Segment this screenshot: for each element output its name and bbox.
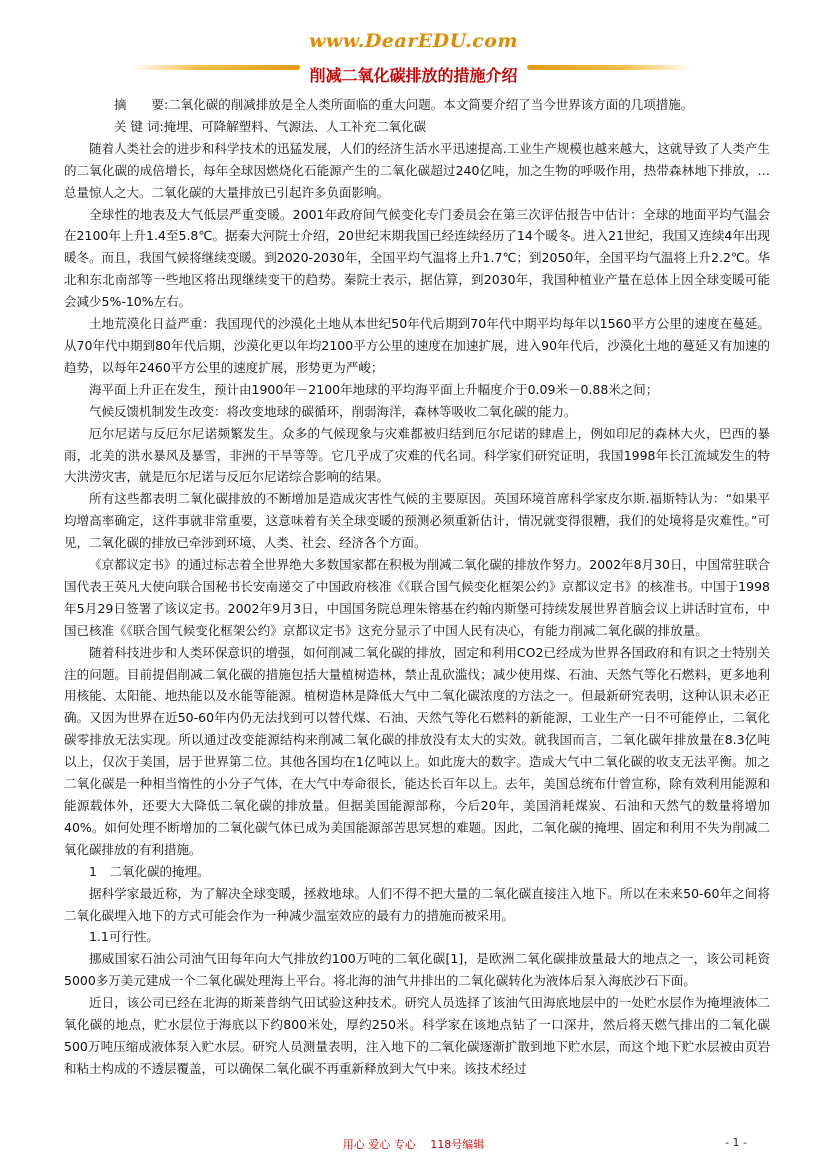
- keywords-label: 关 键 词:: [114, 118, 164, 134]
- document-body: [64, 94, 770, 1080]
- keywords-text: 掩埋、可降解塑料、气源法、人工补充二氧化碳: [163, 118, 427, 134]
- paragraph: 《京都议定书》的通过标志着全世界绝大多数国家都在积极为削减二氧化碳的排放作努力。2002年8月30日，中国常驻联合国代表王英凡大使向联合国秘书长安南递交了中国政府核准《《联合国气候变化框架公约》京都议定书》的核准书。中国于1998年5月29日签署了该议定书。2002年9月3日，中国国务院总理朱镕基在约翰内斯堡可持续发展世界首脑会议上讲话时宣布，中国已核准《《联合国气候变化框架公约》京都议定书》这充分显示了中国人民有决心，有能力削减二氧化碳的排放量。: [64, 557, 770, 638]
- paragraph: 全球性的地表及大气低层严重变暖。2001年政府间气候变化专门委员会在第三次评估报告中估计：全球的地面平均气温会在2100年上升1.4至5.8℃。据秦大河院士介绍，20世纪末期我国已经连续经历了14个暖冬。进入21世纪，我国又连续4年出现暖冬。而且，我国气候将继续变暖。到2020-2030年，全国平均气温将上升1.7℃；到2050年，全国平均气温将上升2.2℃。华北和东北南部等一些地区将出现继续变干的趋势。秦院士表示，据估算，到2030年，我国种植业产量在总体上因全球变暖可能会减少5%-10%左右。: [64, 206, 770, 310]
- paragraph: 据科学家最近称，为了解决全球变暖，拯救地球。人们不得不把大量的二氧化碳直接注入地下。所以在未来50-60年之间将二氧化碳埋入地下的方式可能会作为一种减少温室效应的最有力的措施而被采用。: [64, 885, 770, 923]
- paragraph: 土地荒漠化日益严重：我国现代的沙漠化土地从本世纪50年代后期到70年代中期平均每年以1560平方公里的速度在蔓延。从70年代中期到80年代后期，沙漠化更以年均2100平方公里的速度在加速扩展，进入90年代后，沙漠化土地的蔓延又有加速的趋势，以每年2460平方公里的速度扩展，形势更为严峻；: [64, 316, 770, 375]
- paragraph: 挪威国家石油公司油气田每年向大气排放约100万吨的二氧化碳[1]，是欧洲二氧化碳排放量最大的地点之一，该公司耗资5000多万美元建成一个二氧化碳处理海上平台。将北海的油气井排出的二氧化碳转化为液体后泵入海底沙石下面。: [64, 951, 770, 989]
- document-title: 削减二氧化碳排放的措施介绍: [309, 66, 518, 85]
- paragraph: 所有这些都表明二氧化碳排放的不断增加是造成灾害性气候的主要原因。英国环境首席科学家皮尔斯.福斯特认为：“如果平均增高率确定，这件事就非常重要，这意味着有关全球变暖的预测必须重新估计，情况就变得很糟，我们的处境将是灾难性。”可见，二氧化碳的排放已牵涉到环境、人类、社会、经济各个方面。: [64, 491, 770, 551]
- page-footer: [0, 1136, 827, 1156]
- footer-slogan: 用心 爱心 专心 118号编辑: [342, 1138, 485, 1151]
- keywords: [64, 116, 770, 138]
- paragraph: 厄尔尼诺与反厄尔尼诺频繁发生。众多的气候现象与灾难都被归结到厄尔尼诺的肆虐上，例如印尼的森林大火，巴西的暴雨，北美的洪水暴风及暴雪，非洲的干旱等等。它几乎成了灾难的代名词。科学家们研究证明，我国1998年长江流域发生的特大洪涝灾害，就是厄尔尼诺与反厄尔尼诺综合影响的结果。: [64, 425, 770, 485]
- site-logo[interactable]: www.DearEDU.com: [309, 30, 518, 52]
- paragraph: 随着人类社会的进步和科学技术的迅猛发展，人们的经济生活水平迅速提高.工业生产规模也越来越大，这就导致了人类产生的二氧化碳的成倍增长，每年全球因燃烧化石能源产生的二氧化碳超过240亿吨，加之生物的呼吸作用，热带森林地下排放，…总量惊人之大。二氧化碳的大量排放已引起许多负面影响。: [64, 140, 770, 200]
- page-number: - 1 -: [725, 1136, 747, 1149]
- subsection-heading: 1.1可行性。: [89, 929, 159, 945]
- paragraph: 海平面上升正在发生，预计由1900年－2100年地球的平均海平面上升幅度介于0.09米－0.88米之间；: [89, 381, 659, 397]
- abstract-label: 摘 要:: [114, 97, 169, 112]
- paragraph: 随着科技进步和人类环保意识的增强，如何削减二氧化碳的排放，固定和利用CO2已经成为世界各国政府和有识之士特别关注的问题。目前提倡削减二氧化碳的措施包括大量植树造林，禁止乱砍滥伐；减少使用煤、石油、天然气等化石燃料，更多地利用核能、太阳能、地热能以及水能等能源。植树造林是降低大气中二氧化碳浓度的方法之一。但最新研究表明，这种认识未必正确。又因为世界在近50-60年内仍无法找到可以替代煤、石油、天然气等化石燃料的新能源，工业生产一日不可能停止，二氧化碳零排放无法实现。所以通过改变能源结构来削减二氧化碳的排放没有太大的实效。就我国而言，二氧化碳年排放量在8.3亿吨以上，仅次于美国，居于世界第二位。其他各国均在1亿吨以上。如此庞大的数字。造成大气中二氧化碳的收支无法平衡。加之二氧化碳是一种相当惰性的小分子气体，在大气中寿命很长，能达长百年以上。去年，美国总统布什曾宣称，除有效利用能源和能源载体外，还要大大降低二氧化碳的排放量。但据美国能源部称，今后20年，美国消耗煤炭、石油和天然气的数量将增加40%。如何处理不断增加的二氧化碳气体已成为美国能源部苦思冥想的难题。因此，二氧化碳的掩埋、固定和利用不失为削减二氧化碳排放的有利措施。: [64, 644, 770, 857]
- section-heading: 1 二氧化碳的掩埋。: [89, 863, 210, 879]
- paragraph: 近日，该公司已经在北海的斯莱普纳气田试验这种技术。研究人员选择了该油气田海底地层中的一处贮水层作为掩埋液体二氧化碳的地点，贮水层位于海底以下约800米处，厚约250米。科学家在该地点钻了一口深井，然后将天燃气排出的二氧化碳500万吨压缩成液体泵入贮水层。研究人员测量表明，注入地下的二氧化碳逐渐扩散到地下贮水层，而这个地下贮水层被由页岩和粘土构成的不透层覆盖，可以确保二氧化碳不再重新释放到大气中来。该技术经过: [64, 995, 770, 1076]
- abstract-text: 二氧化碳的削减排放是全人类所面临的重大问题。本文简要介绍了当今世界该方面的几项措施。: [168, 97, 694, 112]
- paragraph: 气候反馈机制发生改变：将改变地球的碳循环，削弱海洋，森林等吸收二氧化碳的能力。: [89, 403, 577, 419]
- abstract: [64, 94, 770, 116]
